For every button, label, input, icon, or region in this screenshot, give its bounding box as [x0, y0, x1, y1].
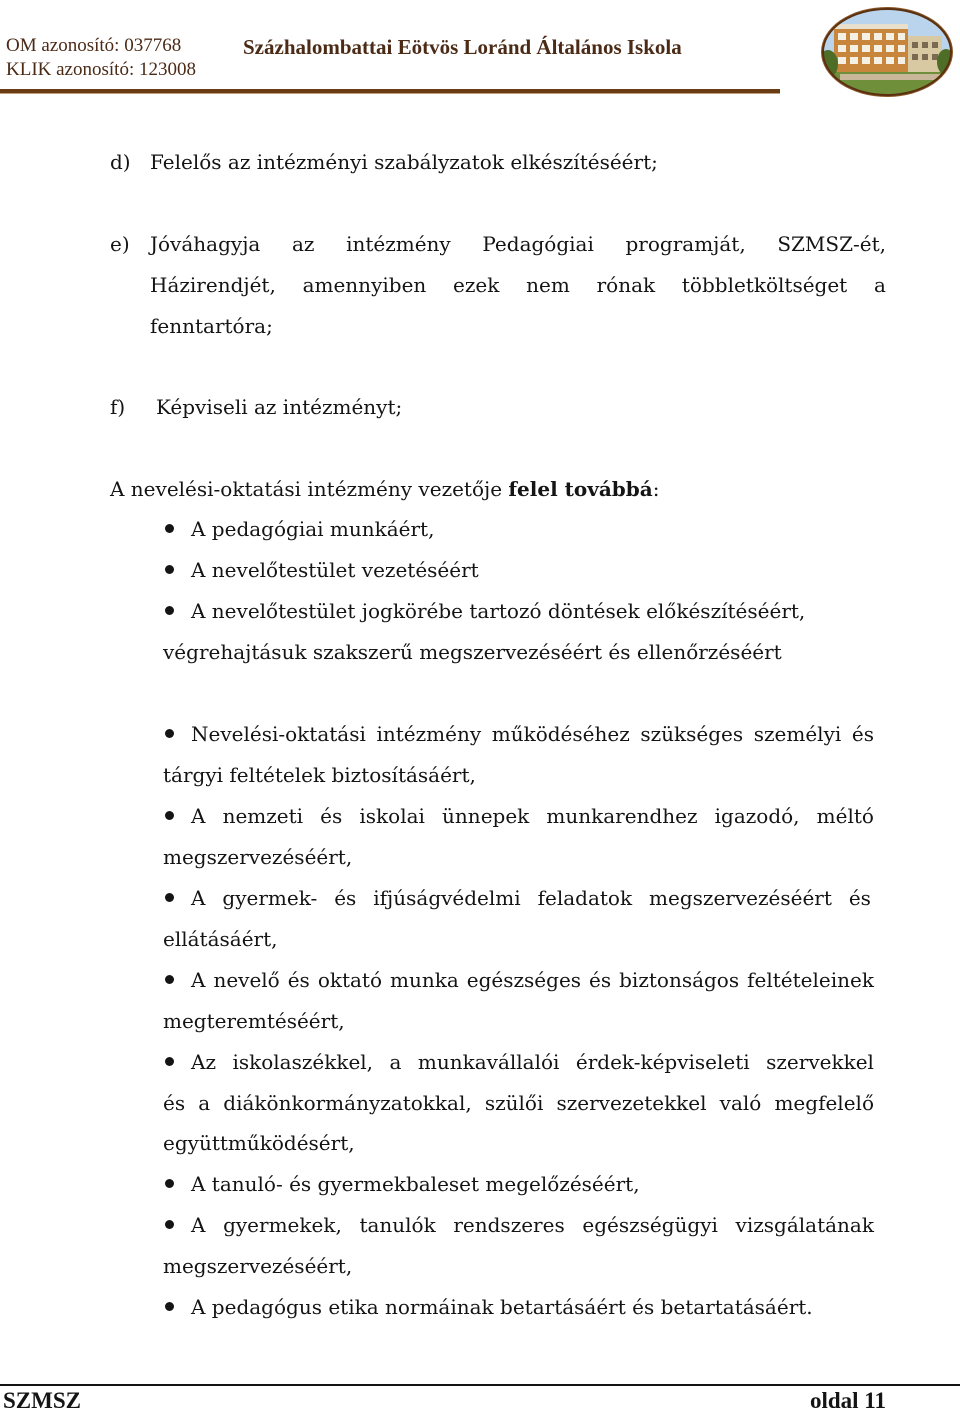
bullet-9-text: A tanuló- és gyermekbaleset megelőzéséért, [191, 1172, 640, 1196]
word: A [191, 886, 206, 910]
word: a [389, 1050, 402, 1074]
bullet-8-line-3: együttműködésért, [163, 1131, 355, 1155]
word: szervekkel [766, 1050, 874, 1074]
bullet-11-text: A pedagógus etika normáinak betartásáért és betartatásáért. [191, 1295, 813, 1319]
word: való [719, 1091, 762, 1115]
item-e-marker: e) [110, 232, 130, 256]
word: Jóváhagyja [150, 232, 261, 256]
header-ids [6, 34, 196, 82]
bullet-3-line-1: A nevelőtestület jogkörébe tartozó döntések előkészítéséért, [191, 599, 806, 623]
bullet-3-line-2: végrehajtásuk szakszerű megszervezéséért és ellenőrzéséért [163, 640, 782, 664]
bullet-icon [165, 1179, 174, 1188]
bullet-icon [165, 606, 174, 615]
bullet-4-line-2: tárgyi feltételek biztosításáért, [163, 763, 476, 787]
klik-id: KLIK azonosító: 123008 [6, 59, 196, 80]
word: vizsgálatának [735, 1213, 874, 1237]
word: A [191, 804, 206, 828]
bullet-icon [165, 893, 174, 902]
word: munka [390, 968, 459, 992]
bullet-icon [165, 565, 174, 574]
word: nemzeti [222, 804, 304, 828]
word: és [334, 886, 357, 910]
bullet-7-line-2: megteremtéséért, [163, 1009, 345, 1033]
word: A [191, 1213, 206, 1237]
word: személyi [753, 722, 842, 746]
word: rónak [596, 273, 656, 297]
footer-doc-name: SZMSZ [3, 1388, 81, 1413]
word: és [163, 1091, 186, 1115]
word: ifjúságvédelmi [373, 886, 521, 910]
bullet-icon [165, 811, 174, 820]
item-e-line-3: fenntartóra; [150, 314, 273, 338]
bullet-8-line-2 [163, 1091, 874, 1115]
item-d-marker: d) [110, 150, 131, 174]
word: a [873, 273, 886, 297]
item-e-line-1 [150, 232, 886, 256]
word: egészségügyi [582, 1213, 718, 1237]
word: és [848, 886, 871, 910]
bullet-4-line-1 [191, 722, 874, 746]
word: amennyiben [302, 273, 427, 297]
bullet-6-line-1 [191, 886, 871, 910]
word: SZMSZ-ét, [777, 232, 886, 256]
school-building-logo [820, 6, 954, 98]
bullet-icon [165, 1302, 174, 1311]
word: feladatok [537, 886, 633, 910]
om-id: OM azonosító: 037768 [6, 35, 182, 56]
word: nevelő [213, 968, 280, 992]
word: és [851, 722, 874, 746]
word: Házirendjét, [150, 273, 276, 297]
word: ezek [453, 273, 500, 297]
bullet-6-line-2: ellátásáért, [163, 927, 278, 951]
word: az [291, 232, 315, 256]
word: szülői [484, 1091, 544, 1115]
bullet-1-text: A pedagógiai munkáért, [191, 517, 435, 541]
word: iskolaszékkel, [232, 1050, 374, 1074]
intro-bold: felel továbbá [508, 477, 653, 501]
word: tanulók [359, 1213, 436, 1237]
item-f-text: Képviseli az intézményt; [156, 395, 403, 419]
bullet-7-line-1 [191, 968, 874, 992]
word: biztonságos [619, 968, 740, 992]
word: többletköltséget [681, 273, 848, 297]
word: nem [526, 273, 570, 297]
word: ünnepek [442, 804, 530, 828]
word: gyermekek, [223, 1213, 342, 1237]
bullet-icon [165, 1057, 174, 1066]
bullet-icon [165, 1220, 174, 1229]
item-e-line-2 [150, 273, 886, 297]
word: és [320, 804, 343, 828]
word: rendszeres [453, 1213, 565, 1237]
word: Nevelési-oktatási [191, 722, 366, 746]
header-divider [0, 89, 780, 94]
item-d-text: Felelős az intézményi szabályzatok elkészítéséért; [150, 150, 658, 174]
school-name: Százhalombattai Eötvös Loránd Általános Iskola [243, 35, 682, 59]
intro-colon: : [652, 477, 660, 501]
word: és [287, 968, 310, 992]
word: intézmény [376, 722, 482, 746]
word: Pedagógiai [482, 232, 594, 256]
bullet-5-line-2: megszervezéséért, [163, 845, 353, 869]
word: A [191, 968, 206, 992]
item-f-marker: f) [110, 395, 126, 419]
word: intézmény [346, 232, 451, 256]
word: igazodó, [714, 804, 800, 828]
intro-lead: A nevelési-oktatási intézmény vezetője [110, 477, 509, 501]
word: megszervezéséért [649, 886, 832, 910]
bullet-icon [165, 524, 174, 533]
bullet-icon [165, 975, 174, 984]
word: megfelelő [774, 1091, 874, 1115]
bullet-icon [165, 729, 174, 738]
word: Az [191, 1050, 216, 1074]
word: iskolai [359, 804, 425, 828]
word: érdek-képviseleti [575, 1050, 750, 1074]
bullet-10-line-1 [191, 1213, 874, 1237]
word: szükséges [640, 722, 744, 746]
footer-divider [0, 1384, 960, 1386]
word: oktató [317, 968, 383, 992]
word: és [589, 968, 612, 992]
word: működéséhez [491, 722, 630, 746]
intro-line [110, 477, 659, 501]
word: programját, [625, 232, 746, 256]
bullet-10-line-2: megszervezéséért, [163, 1254, 353, 1278]
word: diákönkormányzatokkal, [223, 1091, 472, 1115]
word: egészséges [466, 968, 582, 992]
word: feltételeinek [747, 968, 874, 992]
bullet-5-line-1 [191, 804, 874, 828]
bullet-2-text: A nevelőtestület vezetéséért [191, 558, 479, 582]
bullet-8-line-1 [191, 1050, 874, 1074]
word: munkavállalói [417, 1050, 560, 1074]
word: gyermek- [222, 886, 318, 910]
word: méltó [816, 804, 874, 828]
word: szervezetekkel [556, 1091, 707, 1115]
word: munkarendhez [546, 804, 698, 828]
footer-page-number: oldal 11 [809, 1388, 886, 1413]
word: a [198, 1091, 211, 1115]
